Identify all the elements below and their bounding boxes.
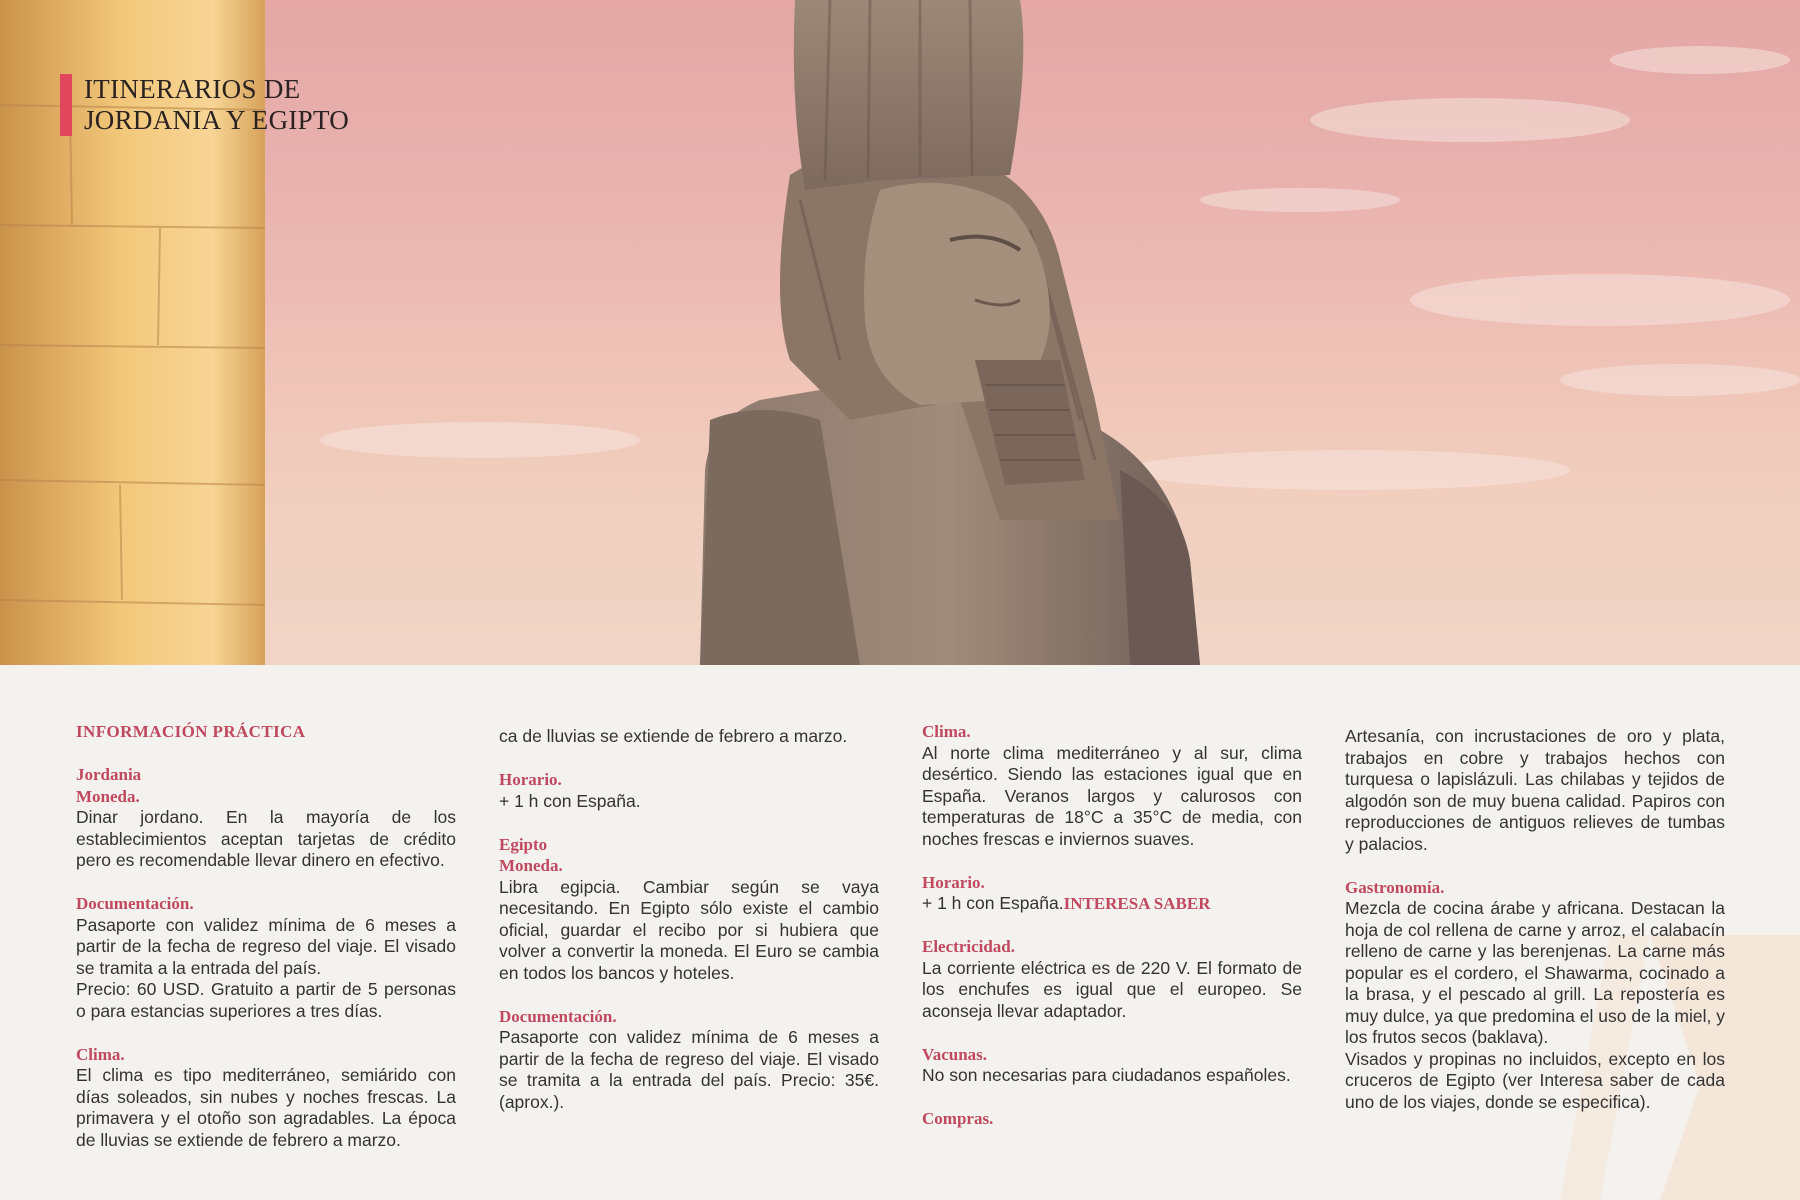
text-vacunas: No son necesarias para ciudadanos españoles. bbox=[922, 1065, 1291, 1085]
title-accent-bar bbox=[60, 74, 72, 136]
text-electricidad: La corriente eléctrica es de 220 V. El formato de los enchufes es igual que el europeo. Se aconseja llevar adaptador. bbox=[922, 957, 1302, 1021]
text-moneda: Dinar jordano. En la mayoría de los establecimientos aceptan tarjetas de crédito pero es recomendable llevar dinero en efectivo. bbox=[76, 807, 456, 870]
info-column-3 bbox=[922, 721, 1302, 1130]
text-horario: + 1 h con España. bbox=[922, 893, 1064, 913]
text-documentacion: Pasaporte con validez mínima de 6 meses a partir de la fecha de regreso del viaje. El visado se tramita a la entrada del país. Precio: 35€. (aprox.). bbox=[499, 1027, 879, 1112]
text-clima: Al norte clima mediterráneo y al sur, clima desértico. Siendo las estaciones igual que en España. Veranos largos y calurosos con temperaturas de 18°C a 35°C de media, con noches frescas e inviernos suaves. bbox=[922, 742, 1302, 849]
heading-moneda: Moneda. bbox=[76, 786, 140, 806]
heading-documentacion: Documentación. bbox=[76, 894, 194, 913]
section-title bbox=[60, 74, 349, 136]
heading-horario: Horario. bbox=[499, 770, 562, 789]
heading-gastronomia: Gastronomía. bbox=[1345, 877, 1445, 897]
info-column-4 bbox=[1345, 721, 1725, 1113]
text-clima: El clima es tipo mediterráneo, semiárido con días soleados, sin nubes y noches frescas. La primavera y el otoño son agradables. La época de lluvias se extiende de febrero a marzo. bbox=[76, 1065, 456, 1150]
text-gastronomia: Mezcla de cocina árabe y africana. Destacan la hoja de col rellena de carne y arroz, el calabacín relleno de carne y las berenjenas. La carne más popular es el cordero, el Shawarma, cocinado a la brasa, y el pescado al grill. La repostería es muy dulce, ya que predomina el uso de la miel, y los frutos secos (baklava). bbox=[1345, 898, 1725, 1047]
title-line-2: JORDANIA Y EGIPTO bbox=[84, 105, 350, 135]
country-heading-jordania: Jordania bbox=[76, 765, 142, 784]
title-line-1: ITINERARIOS DE bbox=[84, 74, 301, 104]
heading-clima: Clima. bbox=[76, 1044, 125, 1064]
main-heading: INFORMACIÓN PRÁCTICA bbox=[76, 722, 306, 741]
text-horario-line bbox=[922, 893, 1302, 915]
text-documentacion: Pasaporte con validez mínima de 6 meses a partir de la fecha de regreso del viaje. El visado se tramita a la entrada del país. bbox=[76, 914, 456, 978]
text-clima-continued: ca de lluvias se extiende de febrero a marzo. bbox=[499, 726, 848, 746]
text-visados: Visados y propinas no incluidos, excepto en los cruceros de Egipto (ver Interesa saber de cada uno de los viajes, donde se especifica). bbox=[1345, 1048, 1725, 1112]
info-column-1 bbox=[76, 721, 456, 1150]
text-compras: Artesanía, con incrustaciones de oro y plata, trabajos en cobre y trabajos hechos con turquesa o lapislázuli. Las chilabas y tejidos de algodón son de muy buena calidad. Papiros con reproducciones de antiguos relieves de tumbas y palacios. bbox=[1345, 726, 1725, 854]
text-moneda: Libra egipcia. Cambiar según se vaya necesitando. En Egipto sólo existe el cambio oficial, guardar el recibo por si hubiera que volver a convertir la moneda. El Euro se cambia en todos los bancos y hoteles. bbox=[499, 876, 879, 983]
heading-horario: Horario. bbox=[922, 872, 985, 892]
heading-documentacion: Documentación. bbox=[499, 1006, 617, 1026]
heading-clima: Clima. bbox=[922, 722, 971, 741]
heading-electricidad: Electricidad. bbox=[922, 937, 1016, 956]
heading-moneda: Moneda. bbox=[499, 856, 563, 875]
text-precio: Precio: 60 USD. Gratuito a partir de 5 personas o para estancias superiores a tres días. bbox=[76, 979, 456, 1021]
title-text bbox=[84, 74, 349, 136]
heading-compras: Compras. bbox=[922, 1109, 994, 1128]
heading-vacunas: Vacunas. bbox=[922, 1044, 988, 1064]
country-heading-egipto: Egipto bbox=[499, 834, 548, 854]
info-column-2 bbox=[499, 721, 879, 1113]
interesa-saber-heading: INTERESA SABER bbox=[1063, 894, 1211, 913]
text-horario: + 1 h con España. bbox=[499, 790, 641, 811]
practical-info-section bbox=[0, 665, 1800, 1200]
